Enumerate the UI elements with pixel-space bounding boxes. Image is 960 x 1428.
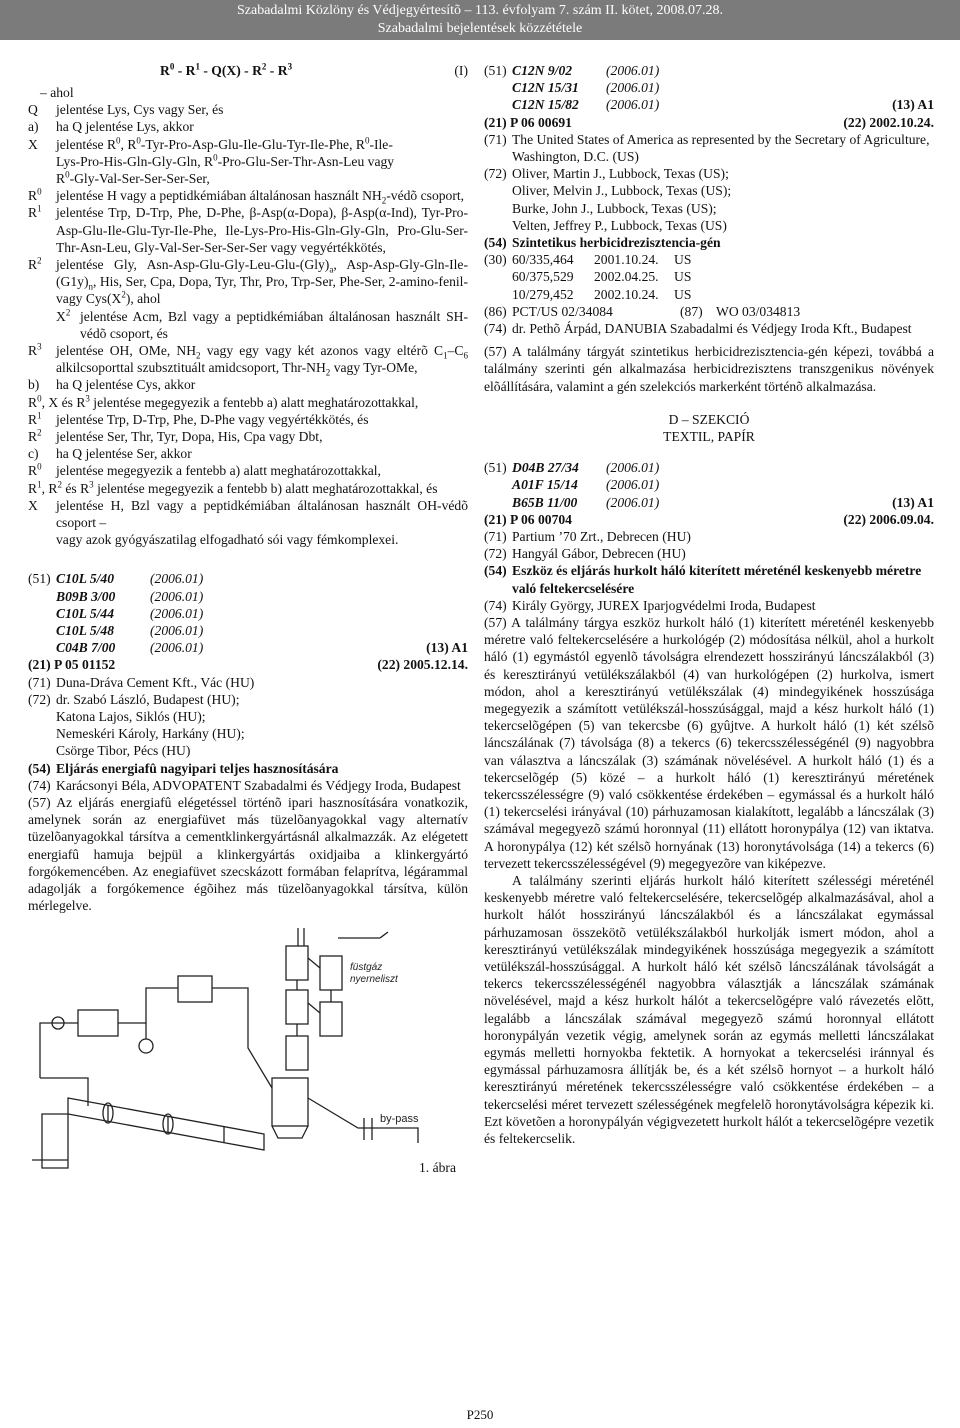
def-a: a) ha Q jelentése Lys, akkor	[28, 119, 194, 135]
section-name: TEXTIL, PAPÍR	[663, 428, 755, 444]
def-c: c) ha Q jelentése Ser, akkor	[28, 446, 192, 462]
def-c-x: X jelentése H, Bzl vagy a peptidkémiában általánosan használt OH-védõ csoport –	[28, 497, 468, 531]
label-flue-gas: füstgáz	[350, 962, 383, 974]
def-x: X jelentése $R^0$, $R^0-Tyr-Pro-Asp-Glu-Ile-Glu-Tyr-Ile$-Phe, $R^0-Ile-$ Lys-Pro-His-Gln-Gly-Gln, $R^0-Pro-Glu-Ser-Thr-Asn$-Leu vagy $R^0-Gly-Val-Ser-Ser-Ser$-Ser,	[28, 135, 395, 187]
def-r2: $R^2$ jelentése Gly, Asn-$Asp-Glu-Gly-Leu-Glu-(Gly)_a$, Asp-$Asp-Gly-Gln-Ile-(G1y)_n$, His, Ser, Cpa, Dopa, Tyr, Thr, Pro, Trp-Ser, Phe-Ser, 2-amino-fenil- vagy $Cys(X^2)$, ahol	[28, 255, 468, 307]
def-x2: $X^2$ jelentése Acm, Bzl vagy a peptidkémiában általánosan használt SH-védõ csoport, és	[56, 307, 468, 341]
agent: (74) Karácsonyi Béla, ADVOPATENT Szabadalmi és Védjegy Iroda, Budapest	[28, 777, 461, 793]
agent: (74) Király György, JUREX Iparjogvédelmi Iroda, Budapest	[484, 597, 816, 613]
abstract-continued: A találmány szerinti eljárás hurkolt háló kiterített szélességi méreténél keskenyebb méretre való feltekercselésére, tekercselõgép alkalmazásával, ahol a hurkolt hálót hosszirányú láncszálakból és a láncszálakat egymással párhuzamosan összekötõ vetülékszálakból hurkolják ismert módon, ahol a keresztirányú vetülékszálak mindegyikének hosszúsága megegyezik a számított vetülékszál-hosszúsággal. A hurkolt háló két szélsõ láncszálának távolságát a tekercs tekercsszélességénél nagyobbra választják a láncszálak számának növelésével, majd a kész hurkolt hálót a tekercselõgépre való rávezetés elõtt, legalább a láncszálak számával megegyezõ számú horonnyal ellátott horonypályán vezetik végig, amelynek során az egymás melletti láncszálakat egymás melletti hornyokba fektetik. A hornyokat a tekercselési iránnyal és egymással párhuzamosra állítják be, és a két szélsõ hornyot – a hurkolt háló keresztirányú méretének tekercsszélességre való csökkentése érdekében – a tekercselési méret tervezett szélességének megfelelõ horonytávolságra képezik ki. Ezt követõen a horonypályán végigvezetett hurkolt hálót a tekercselõgépre vezetik és feltekercselik.	[484, 872, 934, 1146]
inventors: (72) Oliver, Martin J., Lubbock, Texas (US); Oliver, Melvin J., Lubbock, Texas (US); Burke, John J., Lubbock, Texas (US); Velten, Jeffrey P., Lubbock, Texas (US)	[484, 166, 732, 233]
patent-title: (54) Eljárás energiafû nagyipari teljes hasznosítására	[28, 760, 339, 776]
application-number-row: (21) P 05 01152 (22) 2005.12.14.	[28, 657, 468, 673]
figure-caption: 1. ábra	[419, 1160, 456, 1176]
application-number-row: (21) P 06 00704 (22) 2006.09.04.	[484, 511, 934, 527]
ipc-row: (51) C10L 5/40 (2006.01)	[28, 571, 204, 587]
page-header	[0, 0, 960, 40]
right-column	[484, 62, 934, 1147]
kiln-diagram	[28, 928, 468, 1178]
patent-title: (54) Szintetikus herbicidrezisztencia-gén	[484, 234, 721, 250]
general-formula	[28, 62, 468, 84]
abstract: (57) A találmány tárgyát szintetikus herbicidrezisztencia-gén képezi, továbbá a találmány szerinti gén alkalmazása herbicidrezisztens transzgenikus növények elõállítására, valamint a gén szelekciós markerként történõ alkalmazása.	[484, 344, 934, 394]
applicant: (71) The United States of America as represented by the Secretary of Agriculture, Washington, D.C. (US)	[484, 131, 930, 164]
def-b-r0: $R^0$, X és $R^3$ jelentése megegyezik a fentebb a) alatt meghatározottakkal,	[28, 393, 419, 410]
patent-title: (54) Eszköz és eljárás hurkolt háló kiterített méreténél keskenyebb méretre való feltekercselésére	[484, 563, 922, 596]
ipc-row: C04B 7/00 (2006.01) (13) A1	[56, 640, 468, 656]
applicant: (71) Partium ’70 Zrt., Debrecen (HU)	[484, 528, 691, 544]
def-tail: vagy azok gyógyászatilag elfogadható sói vagy fémkomplexei.	[56, 532, 399, 548]
abstract: (57) Az eljárás energiafû elégetéssel történõ ipari hasznosítására vonatkozik, amelynek során az energiafüvet más tüzelõanyagokkal vagy alternatív tüzelõanyagokkal társítva a cementklinkergyártásnál alkalmazzák. Az elégetett energiafû hamuja bejpül a klinkergyártás oxidjaiba a klinkergyártó forgókemencében. Az enegiafüvet szecskázott formában felaprítva, légárammal adagolják a forgókemence égõihez más tüzelõanyagokkal társítva, külön mérlegelve.	[28, 795, 468, 914]
kind-code: (13) A1	[892, 97, 934, 113]
def-b-r1: $R^1$ jelentése Trp, D-Trp, Phe, D-Phe vagy vegyértékkötés, és	[28, 410, 369, 427]
section-heading	[484, 411, 934, 445]
section-title: Szabadalmi bejelentések közzététele	[377, 21, 583, 36]
ipc-row: (51) C12N 9/02 (2006.01)	[484, 63, 660, 78]
inventors: (72) dr. Szabó László, Budapest (HU); Katona Lajos, Siklós (HU); Nemeskéri Károly, Harkány (HU); Csörge Tibor, Pécs (HU)	[28, 691, 245, 759]
inventor: (72) Hangyál Gábor, Debrecen (HU)	[484, 546, 686, 562]
formula-number: (I)	[454, 63, 468, 78]
pct-row: (86) PCT/US 02/34084 (87) WO 03/034813	[484, 303, 801, 319]
ipc-row: C12N 15/31 (2006.01)	[512, 80, 660, 96]
priority: (30) 60/335,464 2001.10.24. US 60/375,529 2002.04.25. US 10/279,452 2002.10.24. US	[484, 252, 692, 302]
application-number-row: (21) P 06 00691 (22) 2002.10.24.	[484, 114, 934, 130]
kind-code: (13) A1	[426, 640, 468, 656]
def-r1: $R^1$ jelentése Trp, D-Trp, Phe, D-Phe, β-Asp(α-Dopa), β-Asp(α-Ind), Tyr-Pro-Asp-Glu-Ile-Glu-Tyr-Ile-Phe, Ile-Lys-Pro-His-Gln-Gly-Gln, Pro-Glu-Ser-Thr-Asn-Leu, Gly-Val-Ser-Ser-Ser-Ser vagy vegyértékkötés,	[28, 203, 468, 255]
patent-entry-d04b	[484, 459, 934, 1147]
applicant: (71) Duna-Dráva Cement Kft., Vác (HU)	[28, 674, 255, 690]
formula-expression: $R^0 - R^1 - Q(X) - R^2 - R^3$	[160, 61, 293, 78]
journal-title: Szabadalmi Közlöny és Védjegyértesítõ – 113. évfolyam 7. szám II. kötet, 2008.07.28.	[236, 3, 723, 18]
def-ahol: – ahol	[40, 85, 74, 100]
def-c-r12: $R^1$, $R^2$ és $R^3$ jelentése megegyezik a fentebb b) alatt meghatározottakkal, és	[28, 479, 438, 496]
def-b-r2: $R^2$ jelentése Ser, Thr, Tyr, Dopa, His, Cpa vagy Dbt,	[28, 427, 323, 445]
left-column	[28, 62, 468, 1178]
def-r0: $R^0$ jelentése H vagy a peptidkémiában általánosan használt $NH_2$-védõ csoport,	[28, 186, 465, 206]
def-b: b) ha Q jelentése Cys, akkor	[28, 377, 196, 393]
def-r3: $R^3$ jelentése OH, OMe, $NH_2$ vagy egy vagy két azonos vagy eltérõ $C_1-C_6$ alkilcsoporttal szubsztituált amidcsoport, Thr-$NH_2$ vagy Tyr-OMe,	[28, 341, 468, 378]
ipc-row: C12N 15/82 (2006.01) (13) A1	[512, 97, 934, 113]
patent-entry-c12n	[484, 62, 934, 395]
kind-code: (13) A1	[892, 494, 934, 510]
figure-1	[28, 928, 468, 1178]
def-q: Q jelentése Lys, Cys vagy Ser, és	[28, 102, 224, 118]
label-raw-meal: nyerneliszt	[350, 974, 398, 986]
page-number: P250	[466, 1407, 494, 1422]
ipc-row: B65B 11/00 (2006.01) (13) A1	[512, 494, 934, 510]
section-code: D – SZEKCIÓ	[668, 411, 750, 427]
agent: (74) dr. Pethõ Árpád, DANUBIA Szabadalmi és Védjegy Iroda Kft., Budapest	[484, 320, 912, 336]
patent-entry-c10l	[28, 570, 468, 914]
ipc-row: C10L 5/44 (2006.01)	[56, 605, 204, 621]
abstract: (57) A találmány tárgya eszköz hurkolt háló (1) kiterített méreténél keskenyebb méretre való feltekercselésére a hurkológép (2) módosítása nélkül, ahol a hurkolt háló (1) egymástól egyenlõ távolságra elrendezett hosszirányú láncszálakból (3) és keresztirányú vetülékszálakból (4) van hurkológépen (2) hurkolva, ismert módon, ahol a keresztirányú vetülékszálak (4) mindegyikének hosszúsága megegyezik a számított vetülékszál-hosszúsággal, majd a kész hurkolt háló (1) tekercselõgépen (5) van tekercsbe (6) gyûjtve. A hurkolt háló (1) két szélsõ láncszálának (7) távolsága (8) a tekercs (6) tekercsszélességénél (9) nagyobbra van választva a láncszálak (3) számának növelésével. A hurkolt háló (1) és a tekercselõgép (5) közé – a hurkolt háló (1) keresztirányú méretének tekercsszélességre (9) való csökkentése érdekében – egymással és a hurkolt háló (1) tekercselési irányával (10) párhuzamosan kialakított, legalább a láncszálak (3) számával megegyezõ számú horonnyal (11) ellátott horonypálya (12) van iktatva. A horonypálya (12) két szélsõ hornyának (13) horonytávolsága (14) a tekercs (6) tervezett tekercsszélességével (9) megegyezõre van kiképezve.	[484, 614, 934, 871]
ipc-row: C10L 5/48 (2006.01)	[56, 623, 204, 639]
ipc-row: A01F 15/14 (2006.01)	[512, 477, 660, 493]
ipc-row: B09B 3/00 (2006.01)	[56, 588, 204, 604]
def-c-r0: $R^0$ jelentése megegyezik a fentebb a) alatt meghatározottakkal,	[28, 461, 381, 479]
ipc-row: (51) D04B 27/34 (2006.01)	[484, 460, 660, 476]
label-bypass: by-pass	[380, 1113, 419, 1126]
